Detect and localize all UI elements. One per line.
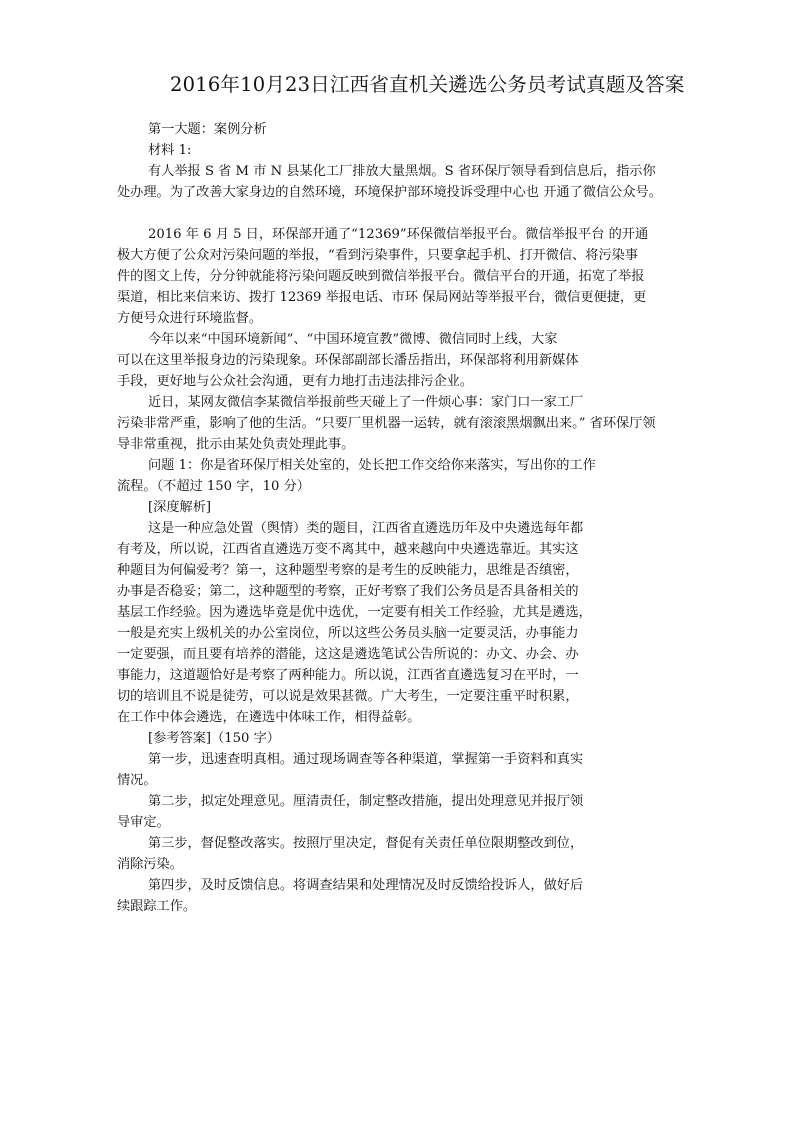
- text-line: 第四步，及时反馈信息。将调查结果和处理情况及时反馈给投诉人，做好后: [148, 878, 584, 893]
- text-line: 极大方便了公众对污染问题的举报，“看到污染事件，只要拿起手机、打开微信、将污染事: [117, 248, 639, 263]
- text-line: 有人举报 S 省 M 市 N 县某化工厂排放大量黑烟。S 省环保厅领导看到信息后，指示你: [148, 164, 656, 179]
- text-line: 续跟踪工作。: [117, 899, 197, 914]
- text-line: 可以在这里举报身边的污染现象。环保部副部长潘岳指出，环保部将利用新媒体: [117, 353, 579, 368]
- text-line: 第二步，拟定处理意见。厘清责任，制定整改措施，提出处理意见并报厅领: [148, 794, 584, 809]
- text-line: 第一步，迅速查明真相。通过现场调查等各种渠道，掌握第一手资料和真实: [148, 752, 584, 767]
- text-line: 污染非常严重，影响了他的生活。“只要厂里机器一运转，就有滚滚黑烟飘出来。” 省环保厅领: [117, 416, 656, 431]
- text-line: 一般是充实上级机关的办公室岗位，所以这些公务员头脑一定要灵活，办事能力: [117, 626, 579, 641]
- text-line: 消除污染。: [117, 857, 183, 872]
- text-line: 有考及，所以说，江西省直遴选万变不离其中，越来越向中央遴选靠近。其实这: [117, 542, 579, 557]
- text-line: 件的图文上传，分分钟就能将污染问题反映到微信举报平台。微信平台的开通，拓宽了举报: [117, 269, 645, 284]
- text-line: 渠道，相比来信来访、拨打 12369 举报电话、市环 保局网站等举报平台，微信更便捷，更: [117, 290, 647, 305]
- text-line: 问题 1：你是省环保厅相关处室的，处长把工作交给你来落实，写出你的工作: [148, 458, 596, 473]
- document-title: 2016年10月23日江西省直机关遴选公务员考试真题及答案: [170, 73, 685, 96]
- text-line: 一定要强，而且要有培养的潜能，这这是遴选笔试公告所说的：办文、办会、办: [117, 647, 579, 662]
- text-line: 近日，某网友微信李某微信举报前些天碰上了一件烦心事：家门口一家工厂: [148, 395, 584, 410]
- text-line: 在工作中体会遴选，在遴选中体味工作，相得益彰。: [117, 710, 421, 725]
- text-line: 2016 年 6 月 5 日，环保部开通了“12369”环保微信举报平台。微信举报平台 的开通: [148, 227, 649, 242]
- text-line: 种题目为何偏爱考？第一，这种题型考察的是考生的反映能力，思维是否缜密，: [117, 563, 579, 578]
- text-line: 切的培训且不说是徒劳，可以说是效果甚微。广大考生，一定要注重平时积累，: [117, 689, 579, 704]
- text-line: 方便号众进行环境监督。: [117, 311, 263, 326]
- text-line: 手段，更好地与公众社会沟通，更有力地打击违法排污企业。: [117, 374, 474, 389]
- text-line: 材料 1:: [148, 143, 192, 158]
- text-line: 导审定。: [117, 815, 170, 830]
- text-line: 第三步，督促整改落实。按照厅里决定，督促有关责任单位限期整改到位，: [148, 836, 584, 851]
- text-line: 情况。: [117, 773, 157, 788]
- text-line: 这是一种应急处置（舆情）类的题目，江西省直遴选历年及中央遴选每年都: [148, 521, 584, 536]
- text-line: 办事是否稳妥；第二，这种题型的考察，正好考察了我们公务员是否具备相关的: [117, 584, 579, 599]
- text-line: 流程。（不超过 150 字，10 分）: [117, 479, 310, 494]
- section-heading: [深度解析]: [148, 500, 212, 515]
- text-line: 事能力，这道题恰好是考察了两种能力。所以说，江西省直遴选复习在平时，一: [117, 668, 579, 683]
- text-line: 第一大题：案例分析: [148, 122, 267, 137]
- section-heading: [参考答案]（150 字）: [148, 731, 280, 746]
- text-line: 处办理。为了改善大家身边的自然环境，环境保护部环境投诉受理中心也 开通了微信公众号。: [117, 185, 662, 200]
- text-line: 导非常重视，批示由某处负责处理此事。: [117, 437, 355, 452]
- text-line: 今年以来“中国环境新闻”、“中国环境宣教”微博、微信同时上线，大家: [148, 332, 558, 347]
- text-line: 基层工作经验。因为遴选毕竟是优中选优，一定要有相关工作经验，尤其是遴选，: [117, 605, 592, 620]
